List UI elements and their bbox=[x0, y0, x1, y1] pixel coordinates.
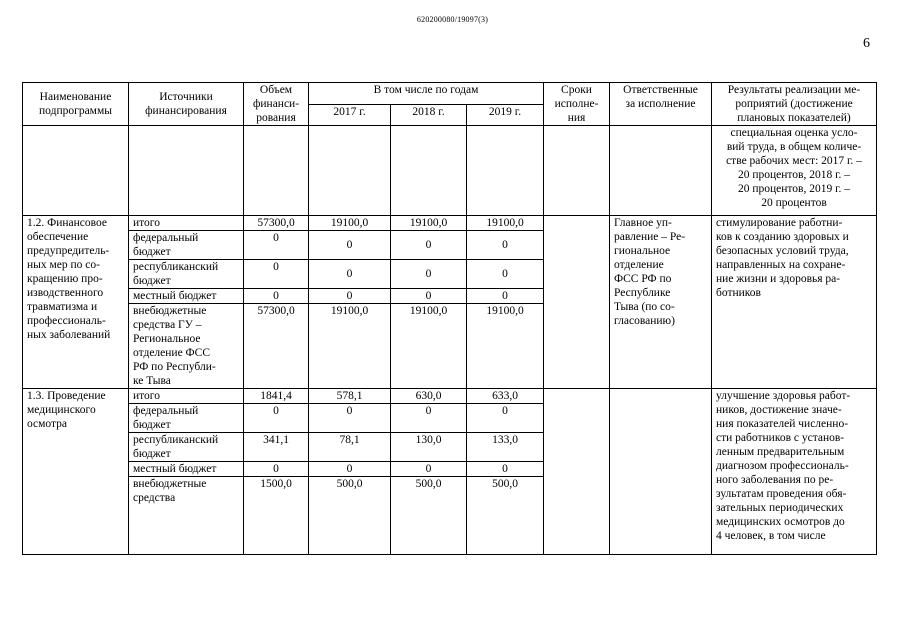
deadline-cell bbox=[544, 389, 610, 555]
volume-cell: 57300,0 bbox=[244, 304, 309, 389]
year-2019-cell: 0 bbox=[467, 289, 544, 304]
result-cell: стимулирование работни- ков к созданию здоровых и безопасных условий труда, направленных на сохране- ние жизни и здоровья ра- ботников bbox=[712, 216, 877, 389]
continuation-row bbox=[23, 126, 877, 216]
year-2017-cell: 0 bbox=[309, 404, 391, 433]
volume-cell: 0 bbox=[244, 462, 309, 477]
year-2019-cell: 19100,0 bbox=[467, 216, 544, 231]
continuation-result: специальная оценка усло- вий труда, в общем количе- стве рабочих мест: 2017 г. – 20 процентов, 2018 г. – 20 процентов, 2019 г. – 20 процентов bbox=[712, 126, 877, 216]
header-2017: 2017 г. bbox=[309, 104, 391, 126]
volume-cell: 341,1 bbox=[244, 433, 309, 462]
year-2019-cell: 133,0 bbox=[467, 433, 544, 462]
year-2017-cell: 500,0 bbox=[309, 477, 391, 555]
year-2017-cell: 19100,0 bbox=[309, 216, 391, 231]
table-row bbox=[23, 389, 877, 404]
source-cell: внебюджетные средства bbox=[129, 477, 244, 555]
year-2017-cell: 0 bbox=[309, 231, 391, 260]
year-2017-cell: 0 bbox=[309, 462, 391, 477]
year-2018-cell: 19100,0 bbox=[391, 304, 467, 389]
header-volume: Объем финанси- рования bbox=[244, 83, 309, 126]
financing-table bbox=[22, 82, 877, 555]
header-by-years: В том числе по годам bbox=[309, 83, 544, 105]
year-2017-cell: 78,1 bbox=[309, 433, 391, 462]
volume-cell: 1500,0 bbox=[244, 477, 309, 555]
year-2019-cell: 500,0 bbox=[467, 477, 544, 555]
year-2018-cell: 130,0 bbox=[391, 433, 467, 462]
document-id: 620200080/19097(3) bbox=[416, 15, 489, 24]
header-results: Результаты реализации ме- роприятий (достижение плановых показателей) bbox=[712, 83, 877, 126]
year-2019-cell: 0 bbox=[467, 231, 544, 260]
header-2018: 2018 г. bbox=[391, 104, 467, 126]
source-cell: итого bbox=[129, 216, 244, 231]
header-responsible: Ответственные за исполнение bbox=[610, 83, 712, 126]
subprogram-name: 1.2. Финансовое обеспечение предупредитель- ных мер по со- кращению про- изводственного травматизма и профессиональ- ных заболеваний bbox=[23, 216, 129, 389]
source-cell: местный бюджет bbox=[129, 462, 244, 477]
year-2018-cell: 0 bbox=[391, 462, 467, 477]
year-2017-cell: 0 bbox=[309, 260, 391, 289]
page-number: 6 bbox=[863, 36, 870, 51]
responsible-cell: Главное уп- равление – Ре- гиональное отделение ФСС РФ по Республике Тыва (по со- гласованию) bbox=[610, 216, 712, 389]
table-row bbox=[23, 216, 877, 231]
year-2017-cell: 19100,0 bbox=[309, 304, 391, 389]
year-2018-cell: 0 bbox=[391, 260, 467, 289]
year-2018-cell: 0 bbox=[391, 231, 467, 260]
deadline-cell bbox=[544, 216, 610, 389]
source-cell: республиканский бюджет bbox=[129, 260, 244, 289]
source-cell: внебюджетные средства ГУ – Региональное отделение ФСС РФ по Республи- ке Тыва bbox=[129, 304, 244, 389]
volume-cell: 57300,0 bbox=[244, 216, 309, 231]
source-cell: республиканский бюджет bbox=[129, 433, 244, 462]
source-cell: местный бюджет bbox=[129, 289, 244, 304]
source-cell: федеральный бюджет bbox=[129, 231, 244, 260]
year-2018-cell: 500,0 bbox=[391, 477, 467, 555]
header-deadline: Сроки исполне- ния bbox=[544, 83, 610, 126]
responsible-cell bbox=[610, 389, 712, 555]
year-2019-cell: 633,0 bbox=[467, 389, 544, 404]
header-2019: 2019 г. bbox=[467, 104, 544, 126]
volume-cell: 1841,4 bbox=[244, 389, 309, 404]
year-2019-cell: 19100,0 bbox=[467, 304, 544, 389]
header-row-1 bbox=[23, 83, 877, 105]
source-cell: итого bbox=[129, 389, 244, 404]
volume-cell: 0 bbox=[244, 404, 309, 433]
subprogram-name: 1.3. Проведение медицинского осмотра bbox=[23, 389, 129, 555]
result-cell: улучшение здоровья работ- ников, достижение значе- ния показателей численно- сти работников с установ- ленным предварительным диагнозом профессиональ- ного заболевания по ре- зультатам проведения обя- зательных периодических медицинских осмотров до 4 человек, в том числе bbox=[712, 389, 877, 555]
year-2018-cell: 0 bbox=[391, 289, 467, 304]
year-2018-cell: 19100,0 bbox=[391, 216, 467, 231]
source-cell: федеральный бюджет bbox=[129, 404, 244, 433]
year-2017-cell: 578,1 bbox=[309, 389, 391, 404]
header-subprogram: Наименование подпрограммы bbox=[23, 83, 129, 126]
year-2018-cell: 630,0 bbox=[391, 389, 467, 404]
volume-cell: 0 bbox=[244, 260, 309, 289]
year-2018-cell: 0 bbox=[391, 404, 467, 433]
volume-cell: 0 bbox=[244, 289, 309, 304]
year-2019-cell: 0 bbox=[467, 404, 544, 433]
year-2019-cell: 0 bbox=[467, 260, 544, 289]
year-2017-cell: 0 bbox=[309, 289, 391, 304]
year-2019-cell: 0 bbox=[467, 462, 544, 477]
header-sources: Источники финансирования bbox=[129, 83, 244, 126]
volume-cell: 0 bbox=[244, 231, 309, 260]
